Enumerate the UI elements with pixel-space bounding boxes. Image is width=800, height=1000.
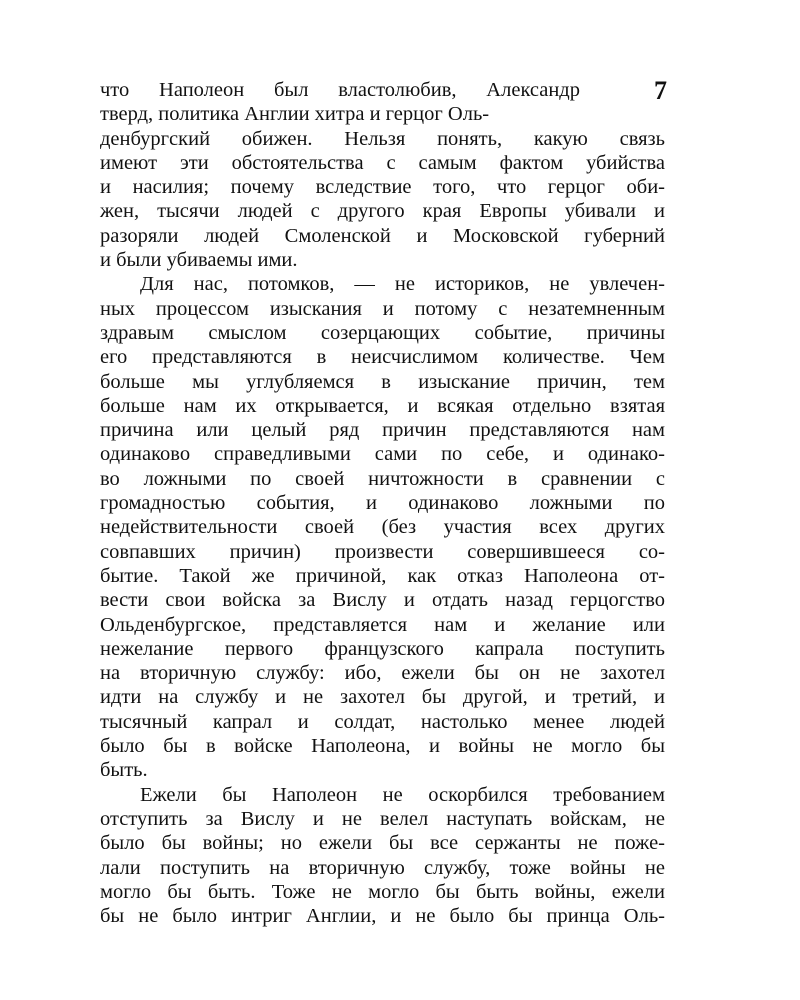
text-line: Для нас, потомков, — не историков, не увлечен- [140,273,665,296]
text-line: было бы в войске Наполеона, и войны не могло бы [100,735,665,758]
text-line: тверд, политика Англии хитра и герцог Оль- [100,103,490,126]
text-line: больше нам их открывается, и всякая отдельно взятая [100,394,665,417]
text-line: что Наполеон был властолюбив, Александр [100,79,580,101]
text-line: разоряли людей Смоленской и Московской губерний [100,224,665,247]
page-number: 7 [654,76,667,105]
text-line: отступить за Вислу и не велел наступать войскам, не [100,807,665,830]
text-line: вести свои войска за Вислу и отдать назад герцогство [100,589,665,612]
text-line: бы не было интриг Англии, и не было бы принца Оль- [100,905,665,928]
text-line: больше мы углубляемся в изыскание причин, тем [100,370,665,393]
text-line: тысячный капрал и солдат, настолько менее людей [100,710,665,733]
text-line: могло бы быть. Тоже не могло бы быть войны, ежели [100,880,665,903]
text-line: Ольденбургское, представляется нам и желание или [100,613,665,636]
text-line: недействительности своей (без участия всех других [100,516,665,539]
text-line: бытие. Такой же причиной, как отказ Наполеона от- [100,564,665,587]
text-line: денбургский обижен. Нельзя понять, какую связь [100,127,665,150]
text-line: громадностью события, и одинаково ложными по [100,492,665,515]
text-line: жен, тысячи людей с другого края Европы убивали и [100,200,665,223]
text-line: одинаково справедливыми сами по себе, и одинако- [100,443,665,466]
text-line: имеют эти обстоятельства с самым фактом убийства [100,151,665,174]
text-line: быть. [100,759,148,782]
text-line: на вторичную службу: ибо, ежели бы он не захотел [100,662,665,685]
text-line: лали поступить на вторичную службу, тоже войны не [100,856,665,879]
text-line: и насилия; почему вследствие того, что герцог оби- [100,176,665,199]
body-text [100,78,665,928]
text-line: ных процессом изыскания и потому с незатемненным [100,297,665,320]
text-line: его представляются в неисчислимом количестве. Чем [100,346,665,369]
text-line: и были убиваемы ими. [100,249,298,272]
text-line: причина или целый ряд причин представляются нам [100,419,665,442]
text-line: совпавших причин) произвести совершившееся со- [100,540,665,563]
text-line: идти на службу и не захотел бы другой, и третий, и [100,686,665,709]
text-line: здравым смыслом созерцающих событие, причины [100,321,665,344]
text-line: нежелание первого французского капрала поступить [100,637,665,660]
text-line: было бы войны; но ежели бы все сержанты не поже- [100,832,665,855]
text-line: Ежели бы Наполеон не оскорбился требованием [140,783,665,806]
text-line: во ложными по своей ничтожности в сравнении с [100,467,665,490]
